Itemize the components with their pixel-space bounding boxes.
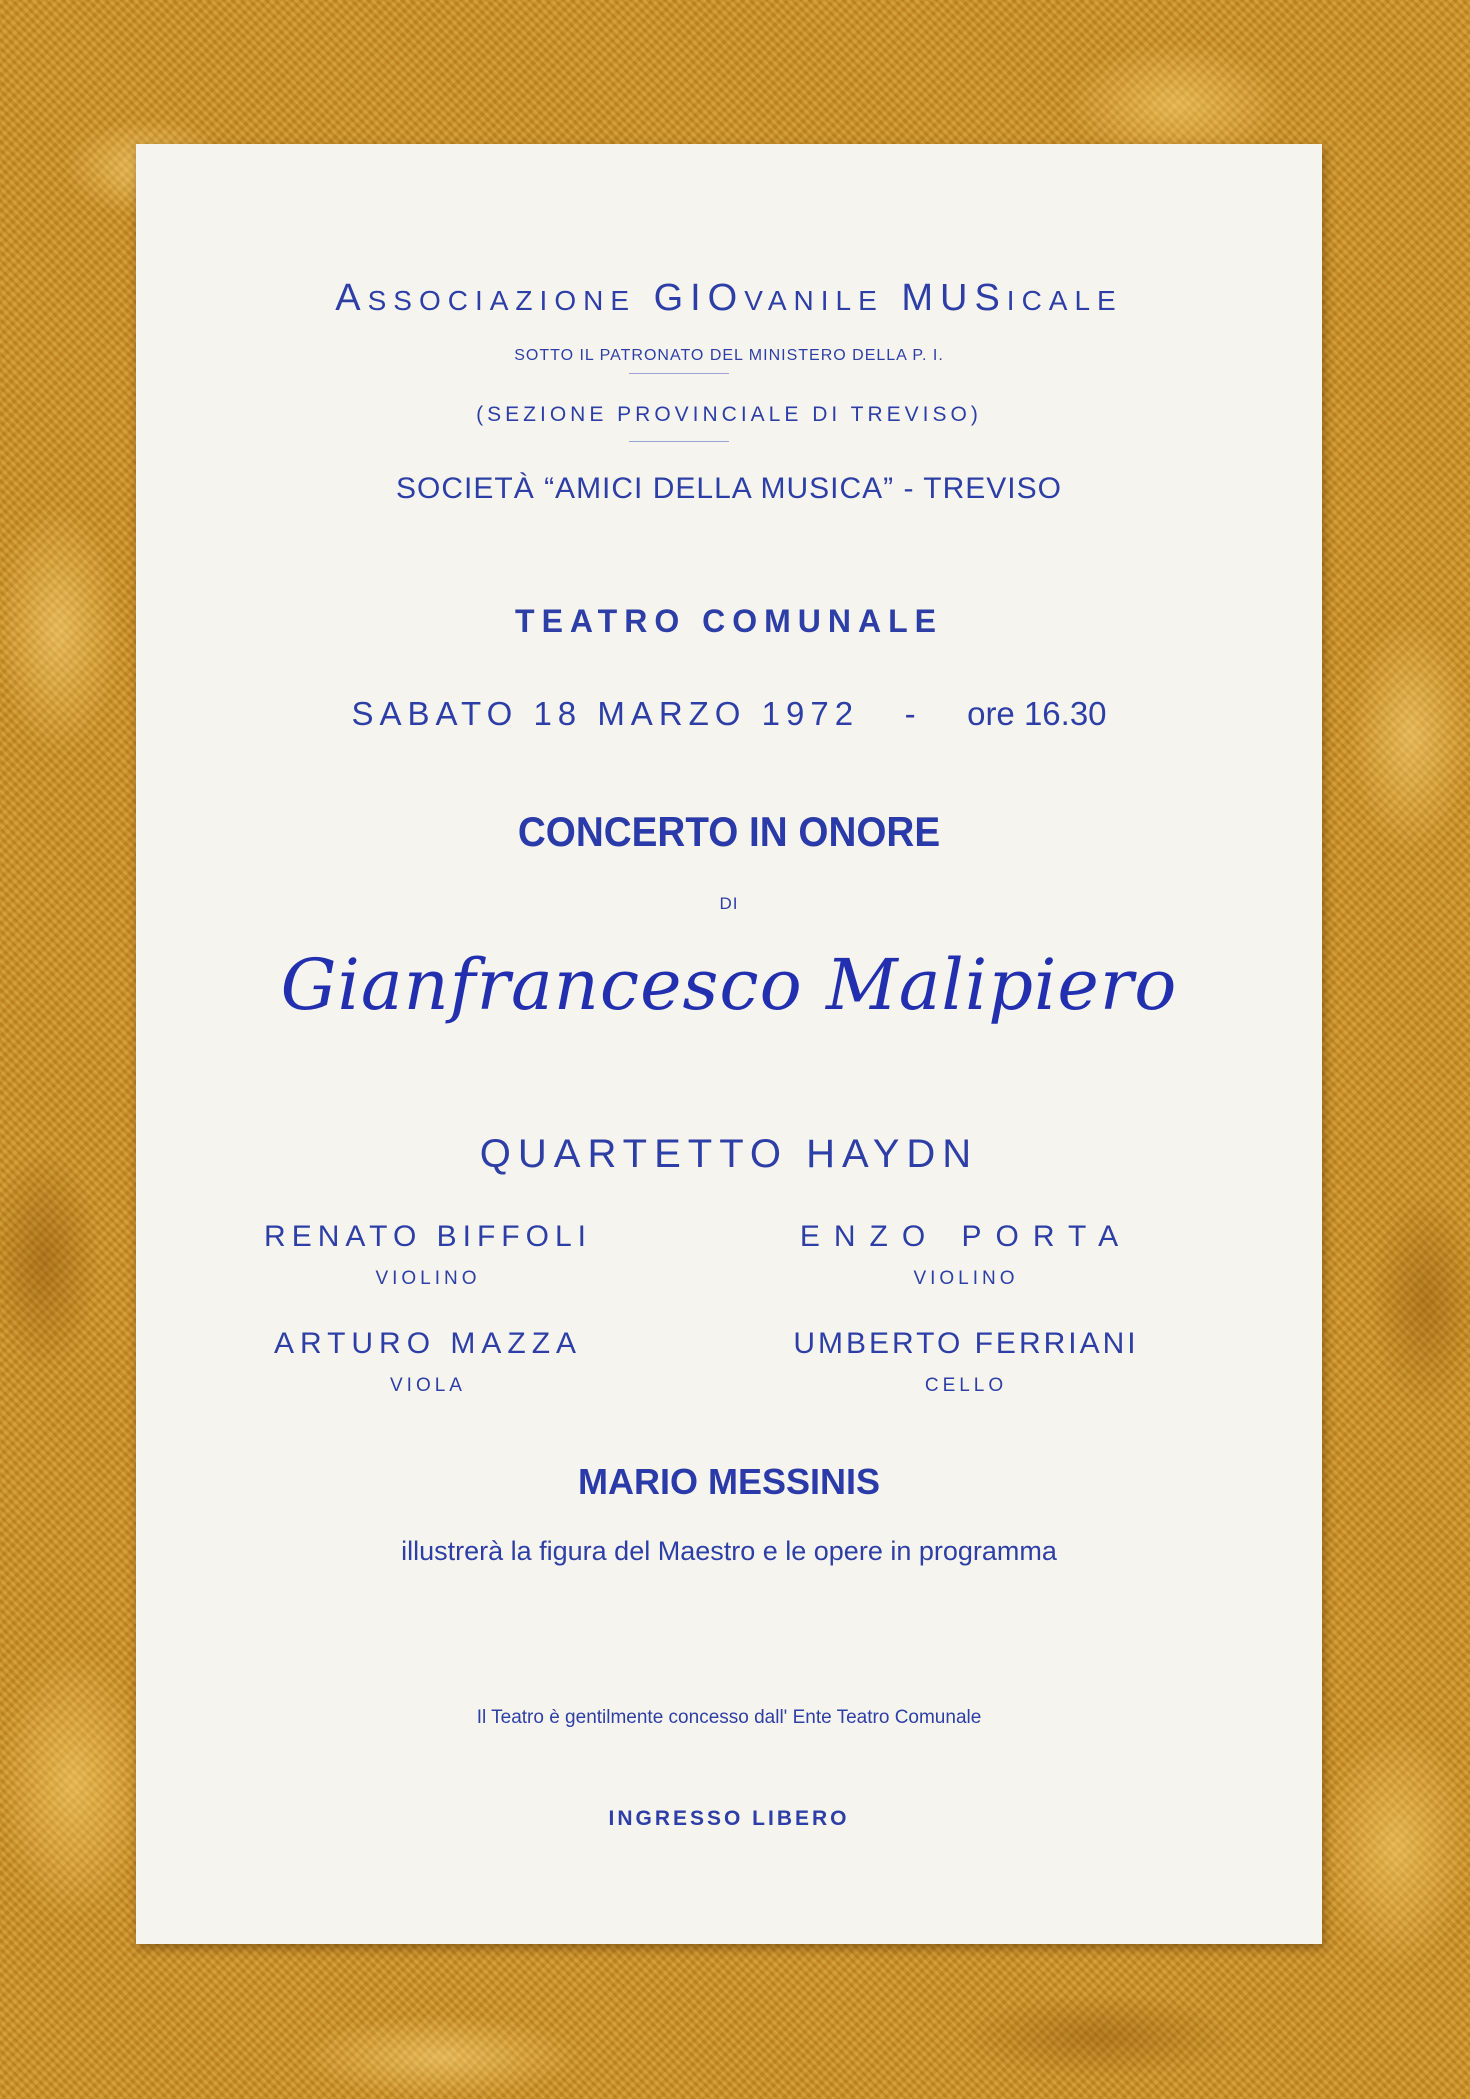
player-instrument: CELLO [924, 1375, 1008, 1396]
theatre-note: Il Teatro è gentilmente concesso dall' Ente Teatro Comunale [476, 1707, 982, 1728]
date-line [136, 695, 1322, 733]
player-name: RENATO BIFFOLI [264, 1220, 592, 1253]
player-1 [228, 1220, 628, 1290]
honoree-name: Gianfrancesco Malipiero [280, 944, 1178, 1026]
assoc-word3: ICALE [1006, 285, 1123, 316]
assoc-word2: VANILE [744, 285, 884, 316]
player-name: ARTURO MAZZA [273, 1327, 583, 1360]
society-line: SOCIETÀ “AMICI DELLA MUSICA” - TREVISO [396, 472, 1062, 505]
player-4 [766, 1327, 1166, 1397]
player-3 [228, 1327, 628, 1397]
ensemble-name: QUARTETTO HAYDN [479, 1132, 979, 1176]
event-time: ore 16.30 [967, 695, 1107, 732]
concert-title: CONCERTO IN ONORE [517, 808, 941, 855]
association-name [136, 277, 1322, 320]
player-instrument: VIOLA [390, 1375, 466, 1396]
speaker-name: MARIO MESSINIS [577, 1461, 881, 1502]
player-2 [766, 1220, 1166, 1290]
player-instrument: VIOLINO [913, 1268, 1019, 1289]
patronage-line: SOTTO IL PATRONATO DEL MINISTERO DELLA P. I. [514, 347, 944, 364]
assoc-gio: GIO [653, 277, 745, 319]
concert-flyer [136, 144, 1322, 1944]
assoc-initial: A [335, 277, 368, 319]
venue-title: TEATRO COMUNALE [515, 603, 943, 639]
assoc-mus: MUS [901, 277, 1007, 319]
section-line: (SEZIONE PROVINCIALE DI TREVISO) [476, 403, 982, 426]
di-word: DI [719, 894, 739, 913]
player-instrument: VIOLINO [375, 1268, 481, 1289]
date-separator: - [904, 695, 922, 732]
assoc-word1: SSOCIAZIONE [367, 285, 636, 316]
divider-rule-1 [629, 373, 729, 374]
divider-rule-2 [629, 441, 729, 442]
player-name: ENZO PORTA [799, 1220, 1133, 1253]
player-name: UMBERTO FERRIANI [793, 1327, 1139, 1360]
admission-note: INGRESSO LIBERO [608, 1807, 850, 1830]
event-date: SABATO 18 MARZO 1972 [351, 695, 860, 732]
speaker-note: illustrerà la figura del Maestro e le opere in programma [401, 1536, 1057, 1566]
